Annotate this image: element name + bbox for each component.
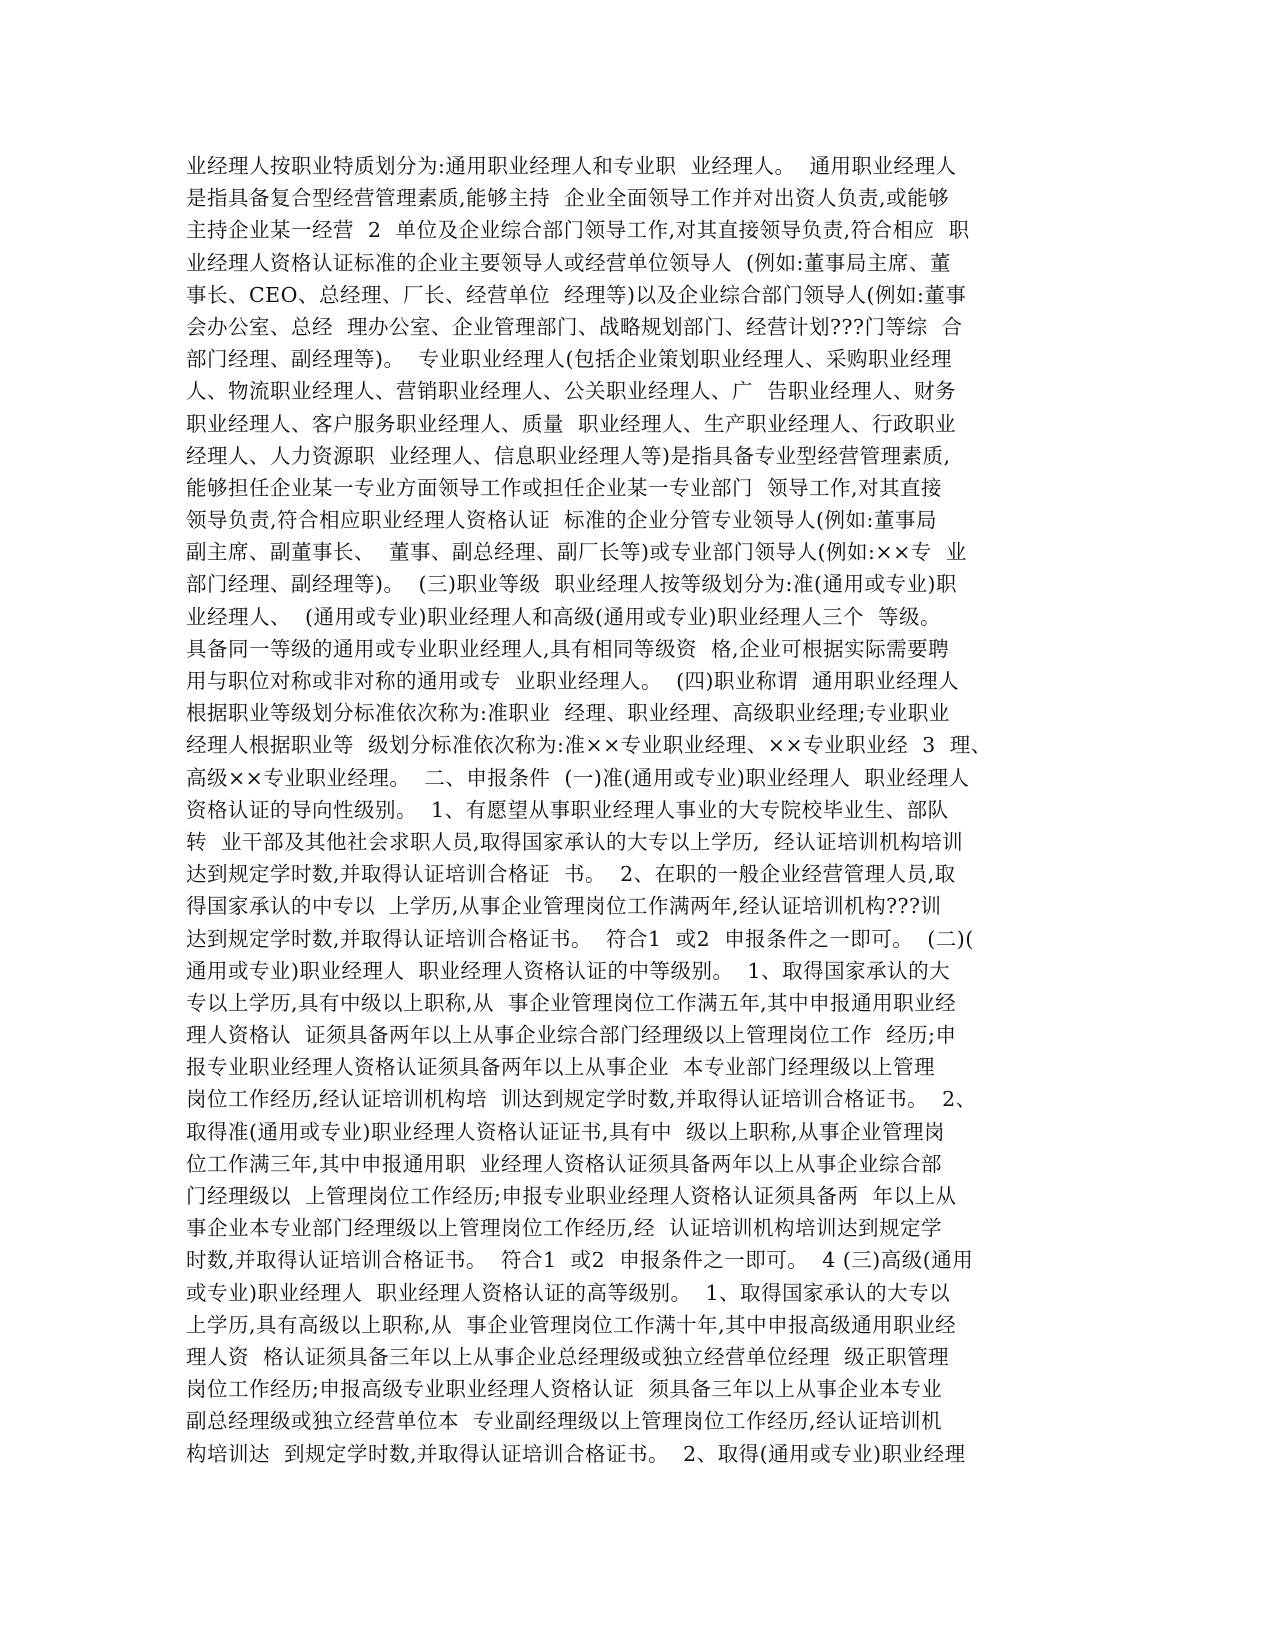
text-line [186, 1470, 1275, 1502]
text-line: 领导负责,符合相应职业经理人资格认证 标准的企业分管专业领导人(例如:董事局 [186, 508, 937, 533]
text-line: 部门经理、副经理等)。 专业职业经理人(包括企业策划职业经理人、采购职业经理 [186, 347, 953, 372]
text-line: 业经理人、 (通用或专业)职业经理人和高级(通用或专业)职业经理人三个 等级。 [186, 604, 942, 629]
text-line: 达到规定学时数,并取得认证培训合格证书。 符合1 或2 申报条件之一即可。 (二)( [186, 926, 974, 951]
text-line: 专以上学历,具有中级以上职称,从 事企业管理岗位工作满五年,其中申报通用职业经 [186, 990, 957, 1015]
text-line: 上学历,具有高级以上职称,从 事企业管理岗位工作满十年,其中申报高级通用职业经 [186, 1312, 957, 1337]
text-line: 主持企业某一经营 2 单位及企业综合部门领导工作,对其直接领导负责,符合相应 职 [186, 218, 970, 243]
text-line: 职业经理人、客户服务职业经理人、质量 职业经理人、生产职业经理人、行政职业 [186, 411, 957, 436]
text-line: 得国家承认的中专以 上学历,从事企业管理岗位工作满两年,经认证培训机构???训 [186, 894, 942, 919]
text-line: 人、物流职业经理人、营销职业经理人、公关职业经理人、广 告职业经理人、财务 [186, 379, 957, 404]
text-line: 转 业干部及其他社会求职人员,取得国家承认的大专以上学历, 经认证培训机构培训 [186, 829, 964, 854]
text-line: 部门经理、副经理等)。 (三)职业等级 职业经理人按等级划分为:准(通用或专业)职 [186, 572, 957, 597]
text-line: 副总经理级或独立经营单位本 专业副经理级以上管理岗位工作经历,经认证培训机 [186, 1409, 943, 1434]
text-line: 理人资格认 证须具备两年以上从事企业综合部门经理级以上管理岗位工作 经历;申 [186, 1023, 957, 1048]
text-line: 事企业本专业部门经理级以上管理岗位工作经历,经 认证培训机构培训达到规定学 [186, 1216, 943, 1241]
text-line: 根据职业等级划分标准依次称为:准职业 经理、职业经理、高级职业经理;专业职业 [186, 701, 950, 726]
text-line: 门经理级以 上管理岗位工作经历;申报专业职业经理人资格认证须具备两 年以上从 [186, 1184, 957, 1208]
text-line: 理人资 格认证须具备三年以上从事企业总经理级或独立经营单位经理 级正职管理 [186, 1344, 950, 1369]
text-line: 经理人根据职业等 级划分标准依次称为:准××专业职业经理、××专业职业经 3 理、 [186, 733, 992, 758]
text-line: 高级××专业职业经理。 二、申报条件 (一)准(通用或专业)职业经理人 职业经理人 [186, 765, 970, 790]
text-line: 会办公室、总经 理办公室、企业管理部门、战略规划部门、经营计划???门等综 合 [186, 314, 963, 339]
text-line: 经理人、人力资源职 业经理人、信息职业经理人等)是指具备专业型经营管理素质, [186, 443, 951, 468]
text-line: 岗位工作经历;申报高级专业职业经理人资格认证 须具备三年以上从事企业本专业 [186, 1377, 943, 1402]
text-line: 副主席、副董事长、 董事、副总经理、副厂长等)或专业部门领导人(例如:××专 业 [186, 540, 967, 565]
text-line: 时数,并取得认证培训合格证书。 符合1 或2 申报条件之一即可。 4 (三)高级(通用 [186, 1248, 974, 1273]
text-line: 构培训达 到规定学时数,并取得认证培训合格证书。 2、取得(通用或专业)职业经理 [186, 1441, 966, 1466]
text-line: 取得准(通用或专业)职业经理人资格认证证书,具有中 级以上职称,从事企业管理岗 [186, 1119, 946, 1144]
body-text [186, 150, 1275, 1502]
text-line: 资格认证的导向性级别。 1、有愿望从事职业经理人事业的大专院校毕业生、部队 [186, 797, 949, 822]
text-line: 事长、CEO、总经理、厂长、经营单位 经理等)以及企业综合部门领导人(例如:董事 [186, 282, 967, 307]
text-line: 业经理人资格认证标准的企业主要领导人或经营单位领导人 (例如:董事局主席、董 [186, 250, 951, 275]
text-line: 通用或专业)职业经理人 职业经理人资格认证的中等级别。 1、取得国家承认的大 [186, 958, 951, 983]
text-line: 是指具备复合型经营管理素质,能够主持 企业全面领导工作并对出资人负责,或能够 [186, 186, 950, 211]
text-line: 岗位工作经历,经认证培训机构培 训达到规定学时数,并取得认证培训合格证书。 2、 [186, 1087, 977, 1112]
text-line: 位工作满三年,其中申报通用职 业经理人资格认证须具备两年以上从事企业综合部 [186, 1151, 943, 1176]
text-line: 用与职位对称或非对称的通用或专 业职业经理人。 (四)职业称谓 通用职业经理人 [186, 669, 960, 693]
text-line: 或专业)职业经理人 职业经理人资格认证的高等级别。 1、取得国家承认的大专以 [186, 1280, 951, 1305]
text-line: 报专业职业经理人资格认证须具备两年以上从事企业 本专业部门经理级以上管理 [186, 1055, 936, 1080]
text-line: 能够担任企业某一专业方面领导工作或担任企业某一专业部门 领导工作,对其直接 [186, 475, 943, 500]
text-line: 业经理人按职业特质划分为:通用职业经理人和专业职 业经理人。 通用职业经理人 [186, 154, 957, 178]
text-line: 具备同一等级的通用或专业职业经理人,具有相同等级资 格,企业可根据实际需要聘 [186, 636, 950, 661]
text-line: 达到规定学时数,并取得认证培训合格证 书。 2、在职的一般企业经营管理人员,取 [186, 862, 956, 887]
